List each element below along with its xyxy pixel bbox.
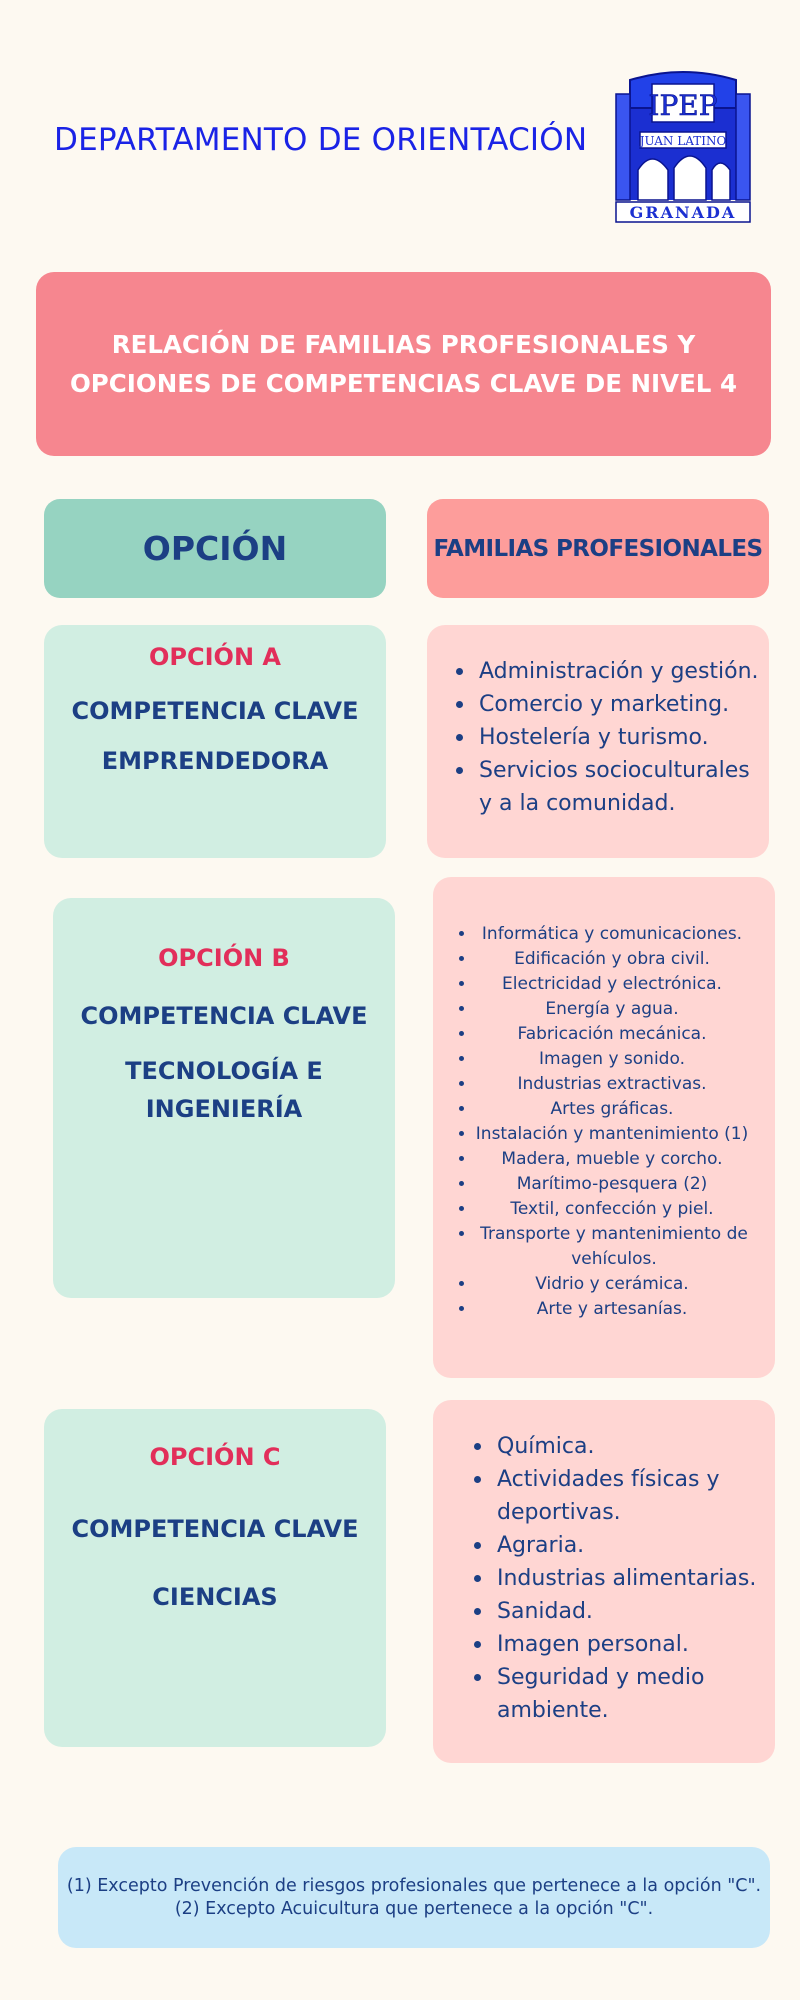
family-item: Industrias alimentarias.: [467, 1562, 761, 1595]
footnote-1: (1) Excepto Prevención de riesgos profesionales que pertenece a la opción "C".: [66, 1875, 762, 1896]
department-title: DEPARTAMENTO DE ORIENTACIÓN: [54, 122, 588, 158]
family-item: Energía y agua.: [433, 997, 775, 1022]
family-item: Administración y gestión.: [449, 655, 759, 688]
logo-text-bottom: GRANADA: [629, 203, 737, 222]
option-a-families-list: [449, 655, 759, 820]
family-item: Transporte y mantenimiento de vehículos.: [433, 1222, 775, 1272]
family-item: Hostelería y turismo.: [449, 721, 759, 754]
option-b-competence-line2: TECNOLOGÍA E INGENIERÍA: [125, 1057, 323, 1123]
family-item: Seguridad y medio ambiente.: [467, 1661, 761, 1727]
option-c-families-list: [467, 1430, 761, 1727]
option-b-families-list: [433, 922, 775, 1322]
family-item: Arte y artesanías.: [433, 1297, 775, 1322]
main-title: RELACIÓN DE FAMILIAS PROFESIONALES Y OPCIONES DE COMPETENCIAS CLAVE DE NIVEL 4: [69, 330, 737, 398]
option-a-competence-line1: COMPETENCIA CLAVE: [71, 697, 359, 725]
option-c-card: [44, 1409, 386, 1747]
option-a-families-card: [427, 625, 769, 858]
option-b-families-card: [433, 877, 775, 1378]
option-column-header: OPCIÓN: [44, 499, 386, 598]
logo-text-top: IPEP: [648, 89, 718, 122]
footnote-2: (2) Excepto Acuicultura que pertenece a la opción "C".: [174, 1898, 654, 1919]
family-item: Comercio y marketing.: [449, 688, 759, 721]
option-a-competence-line2: EMPRENDEDORA: [101, 747, 329, 775]
footnotes-box: [58, 1847, 770, 1948]
family-item: Imagen y sonido.: [433, 1047, 775, 1072]
option-b-label: OPCIÓN B: [158, 944, 290, 972]
family-item: Imagen personal.: [467, 1628, 761, 1661]
family-item: Edificación y obra civil.: [433, 947, 775, 972]
option-c-families-card: [433, 1400, 775, 1763]
family-item: Vidrio y cerámica.: [433, 1272, 775, 1297]
logo-text-middle: JUAN LATINO: [639, 134, 727, 148]
family-item: Electricidad y electrónica.: [433, 972, 775, 997]
family-item: Marítimo-pesquera (2): [433, 1172, 775, 1197]
family-item: Textil, confección y piel.: [433, 1197, 775, 1222]
family-item: Agraria.: [467, 1529, 761, 1562]
family-item: Sanidad.: [467, 1595, 761, 1628]
family-item: Servicios socioculturales y a la comunidad.: [449, 754, 759, 820]
family-item: Industrias extractivas.: [433, 1072, 775, 1097]
family-item: Actividades físicas y deportivas.: [467, 1463, 761, 1529]
family-item: Instalación y mantenimiento (1): [433, 1122, 775, 1147]
family-item: Madera, mueble y corcho.: [433, 1147, 775, 1172]
option-c-competence-line2: CIENCIAS: [152, 1583, 278, 1611]
option-c-label: OPCIÓN C: [149, 1443, 281, 1471]
option-a-card: [44, 625, 386, 858]
option-a-label: OPCIÓN A: [149, 643, 281, 671]
families-column-header: FAMILIAS PROFESIONALES: [427, 499, 769, 598]
school-logo: [612, 70, 754, 225]
family-item: Artes gráficas.: [433, 1097, 775, 1122]
family-item: Informática y comunicaciones.: [433, 922, 775, 947]
family-item: Fabricación mecánica.: [433, 1022, 775, 1047]
title-banner: [36, 272, 771, 456]
option-b-card: [53, 898, 395, 1298]
family-item: Química.: [467, 1430, 761, 1463]
option-c-competence-line1: COMPETENCIA CLAVE: [71, 1515, 359, 1543]
option-b-competence-line1: COMPETENCIA CLAVE: [80, 1002, 368, 1030]
